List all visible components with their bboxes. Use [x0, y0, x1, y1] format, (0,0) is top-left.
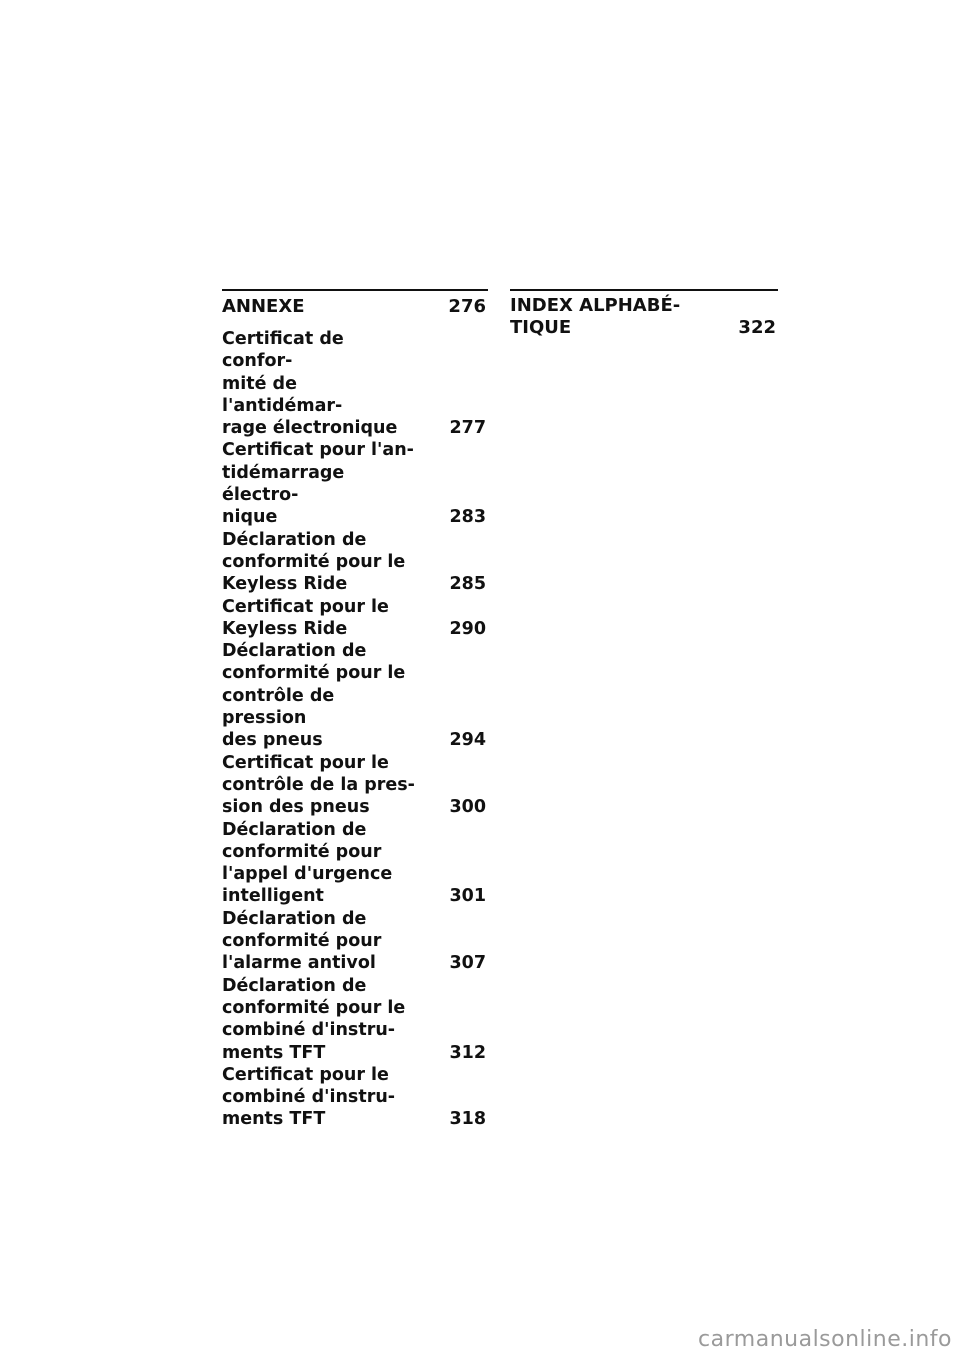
- toc-entry-title: Déclaration de conformité pour le contrôle de pression des pneus: [222, 641, 406, 751]
- toc-entry[interactable]: [222, 908, 488, 975]
- index-heading-title-line2: TIQUE: [510, 317, 572, 338]
- toc-entry-page: 318: [449, 1109, 486, 1130]
- toc-entry-title: Déclaration de conformité pour l'alarme antivol: [222, 908, 382, 974]
- toc-entry[interactable]: [222, 640, 488, 751]
- annexe-column: [222, 289, 488, 1131]
- toc-entry[interactable]: [222, 1064, 488, 1131]
- toc-entry-title: Certificat pour le Keyless Ride: [222, 596, 389, 639]
- toc-entry-page: 300: [449, 797, 486, 818]
- annexe-heading-page: 276: [448, 296, 486, 317]
- toc-entry-page: 283: [449, 507, 486, 528]
- toc-entry[interactable]: [222, 596, 488, 641]
- index-heading[interactable]: [510, 295, 778, 339]
- toc-entry[interactable]: [222, 529, 488, 596]
- toc-entry-page: 301: [449, 886, 486, 907]
- toc-entry-title: Certificat de confor- mité de l'antidémar- rage électronique: [222, 329, 398, 439]
- toc-entry-title: Certificat pour le contrôle de la pres- sion des pneus: [222, 752, 415, 818]
- toc-entry-title: Déclaration de conformité pour le combiné d'instru- ments TFT: [222, 975, 406, 1063]
- index-heading-page: 322: [738, 317, 776, 338]
- toc-entry-page: 290: [449, 618, 486, 639]
- toc-entry-page: 307: [449, 953, 486, 974]
- watermark: carmanualsonline.info: [698, 1327, 952, 1352]
- toc-entry-title: Déclaration de conformité pour le Keyless Ride: [222, 529, 406, 595]
- toc-entry-page: 294: [449, 730, 486, 751]
- toc-entry-title: Certificat pour le combiné d'instru- ments TFT: [222, 1064, 396, 1130]
- index-column: [510, 289, 778, 339]
- annexe-heading[interactable]: [222, 296, 488, 318]
- toc-entry[interactable]: [222, 439, 488, 528]
- toc-entry-page: 285: [449, 574, 486, 595]
- annexe-entry-list: [222, 328, 488, 1131]
- annexe-heading-title: ANNEXE: [222, 296, 305, 317]
- index-heading-title-line1: INDEX ALPHABÉ-: [510, 295, 681, 316]
- toc-entry[interactable]: [222, 328, 488, 439]
- toc-entry-title: Certificat pour l'an- tidémarrage électro- nique: [222, 440, 414, 528]
- toc-entry[interactable]: [222, 752, 488, 819]
- toc-entry[interactable]: [222, 819, 488, 908]
- toc-entry-page: 312: [449, 1042, 486, 1063]
- toc-entry[interactable]: [222, 975, 488, 1064]
- toc-entry-page: 277: [449, 418, 486, 439]
- toc-entry-title: Déclaration de conformité pour l'appel d'urgence intelligent: [222, 819, 393, 907]
